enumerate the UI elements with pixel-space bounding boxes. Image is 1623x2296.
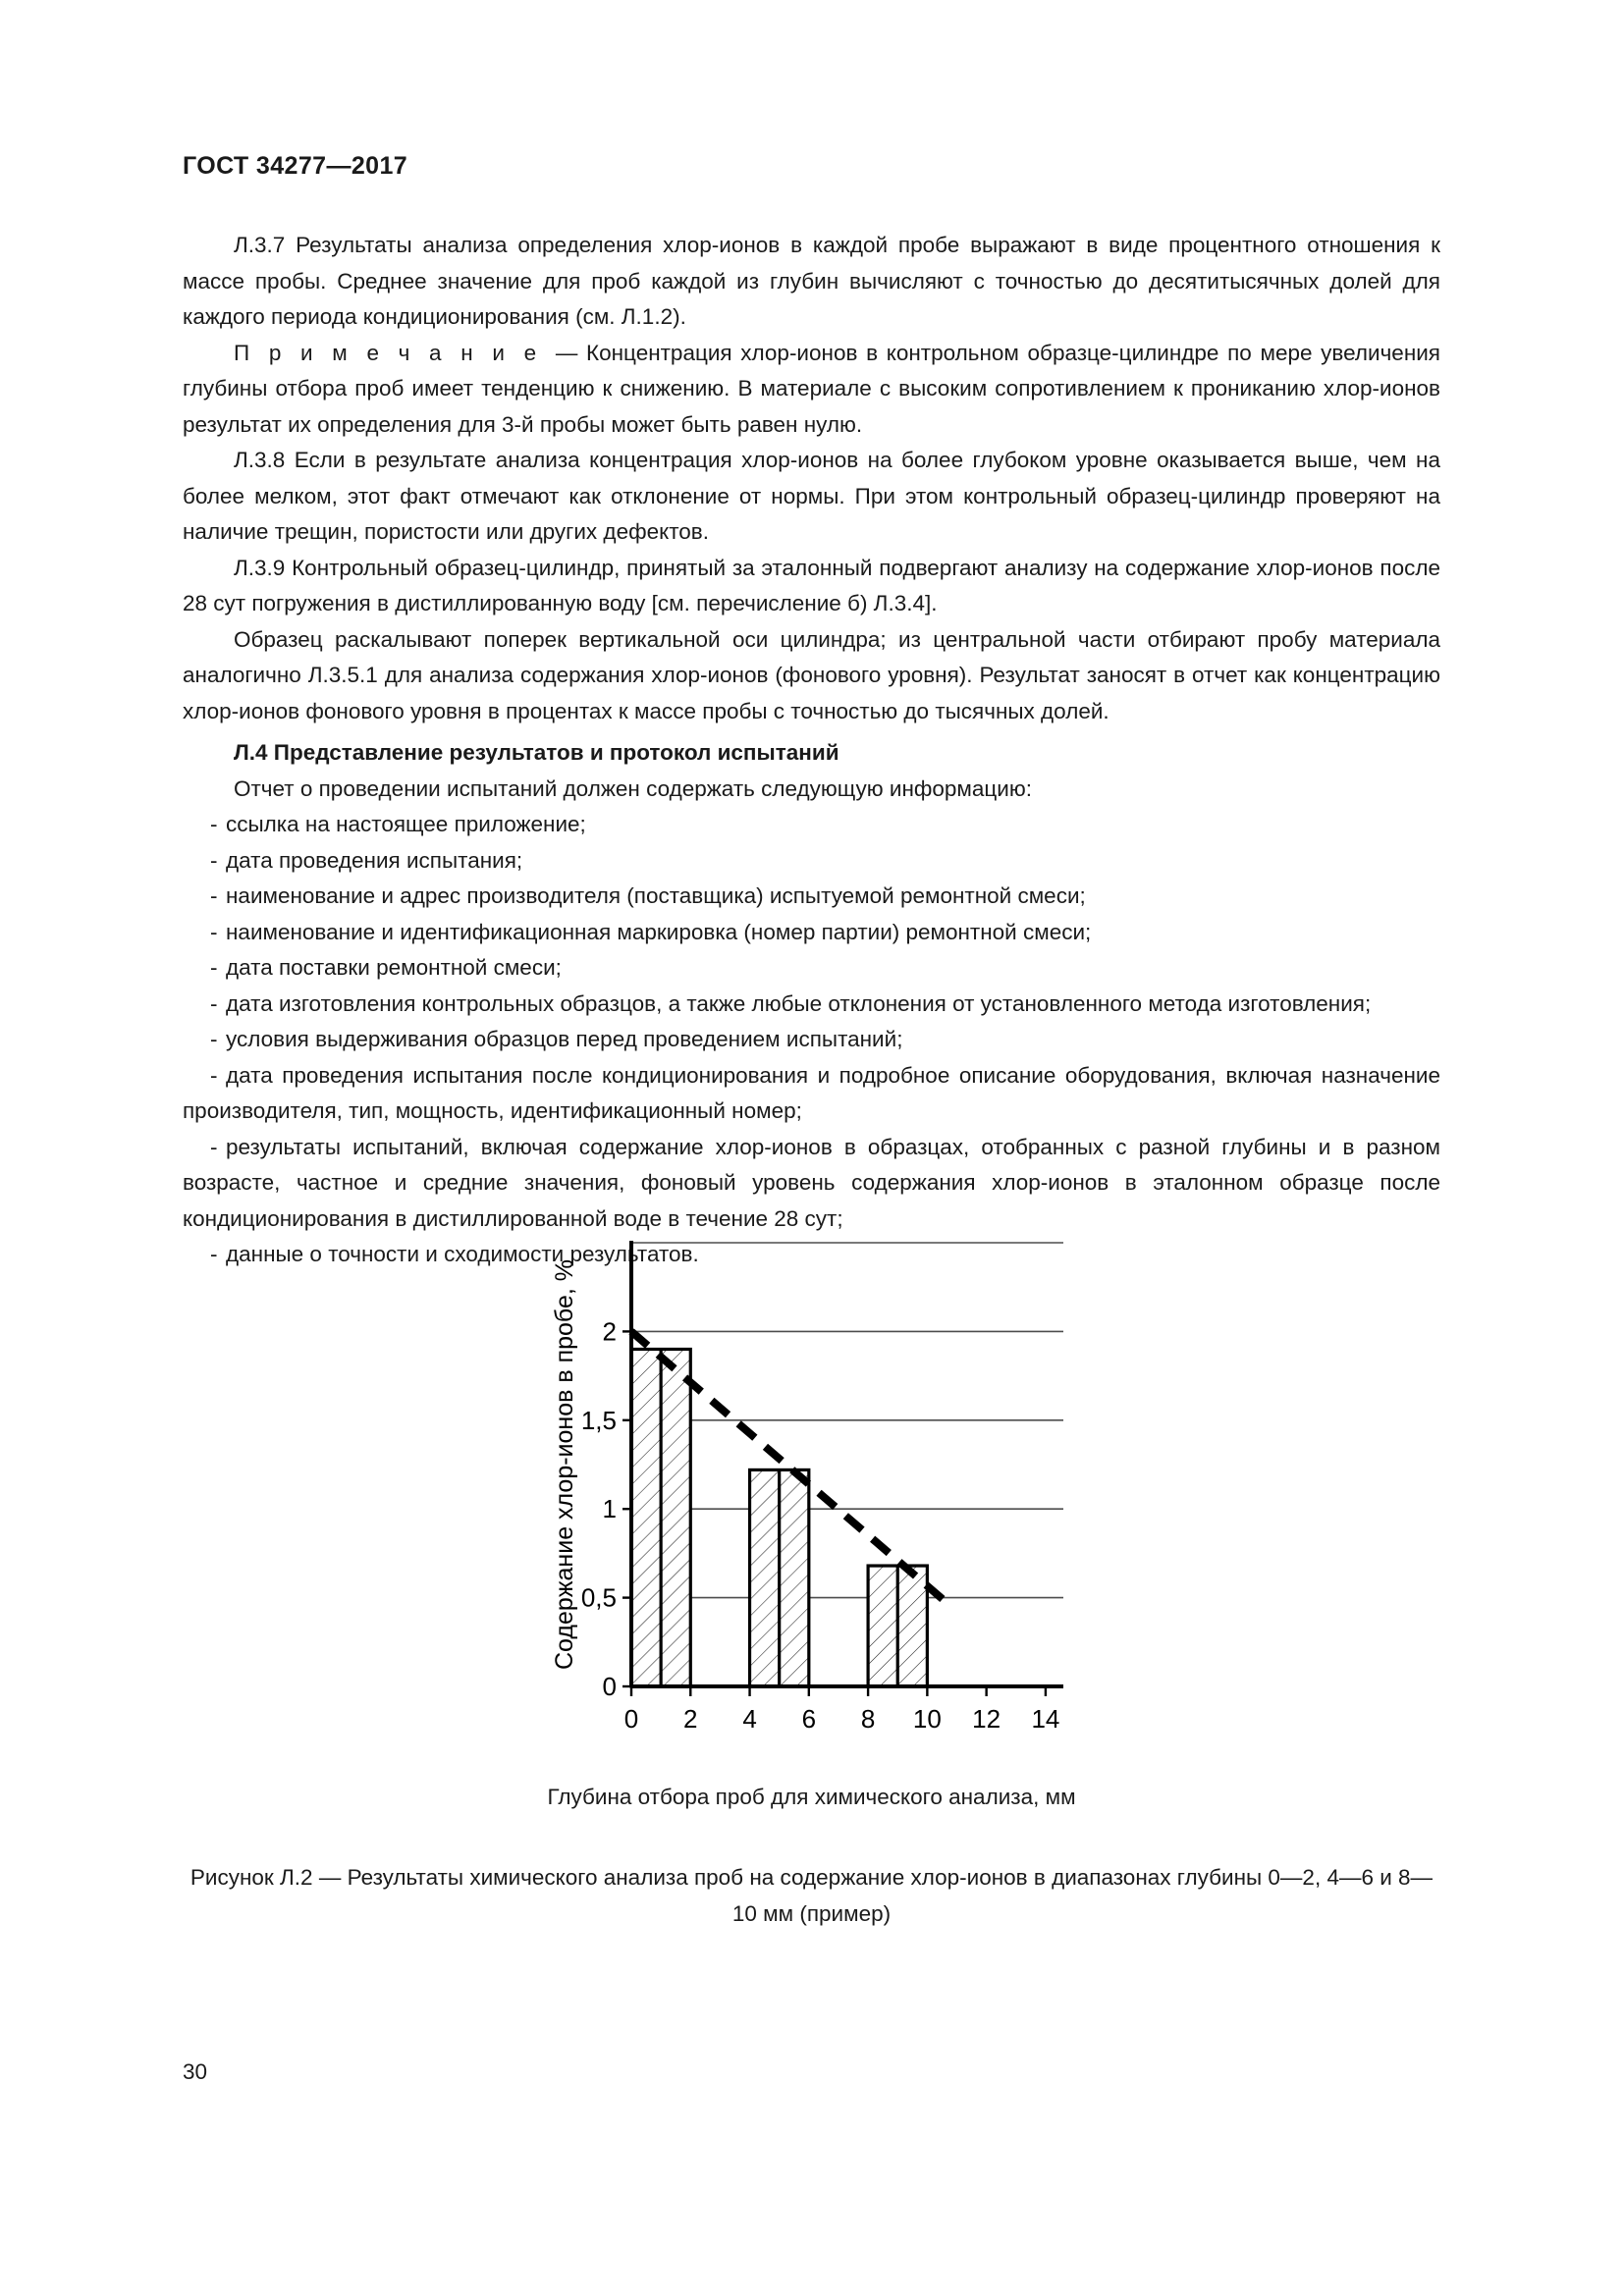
paragraph-note [183, 336, 1440, 444]
bullet-marker-icon: - [210, 1134, 218, 1159]
bullet-marker-icon: - [210, 1242, 218, 1266]
paragraph-sample-splitting: Образец раскалывают поперек вертикальной оси цилиндра; из центральной части отбирают пробу материала аналогично Л.3.5.1 для анализа содержания хлор-ионов (фонового уровня). Результат заносят в отчет как концентрацию хлор-ионов фонового уровня в процентах к массе пробы с точностью до тысячных долей. [183, 626, 1440, 723]
chart-y-axis-title: Содержание хлор-ионов в пробе, % [550, 1259, 578, 1670]
bullet-marker-icon: - [210, 812, 218, 836]
list-item-label: условия выдерживания образцов перед проведением испытаний; [226, 1027, 903, 1051]
report-contents-list [183, 807, 1440, 1273]
chart-x-tick-label: 10 [912, 1704, 942, 1734]
list-item-label: дата изготовления контрольных образцов, а также любые отклонения от установленного метода изготовления; [226, 990, 1372, 1016]
note-text: — Концентрация хлор-ионов в контрольном образце-цилиндре по мере увеличения глубины отбора проб имеет тенденцию к снижению. В материале с высоким сопротивлением к прониканию хлор-ионов результат их определения для 3-й пробы может быть равен нулю. [183, 340, 1440, 437]
list-item [183, 1058, 1440, 1130]
list-item-label: дата проведения испытания; [226, 847, 523, 873]
paragraph-report-intro: Отчет о проведении испытаний должен содержать следующую информацию: [234, 775, 1032, 801]
bullet-marker-icon: - [210, 919, 218, 944]
chart-y-tick-label: 1 [602, 1494, 617, 1524]
bullet-marker-icon: - [210, 883, 218, 908]
list-item-label: наименование и адрес производителя (поставщика) испытуемой ремонтной смеси; [226, 883, 1086, 908]
chart-x-axis-title: Глубина отбора проб для химического анализа, мм [547, 1785, 1076, 1809]
note-label: П р и м е ч а н и е [234, 340, 556, 365]
list-item [183, 1022, 1440, 1058]
bullet-marker-icon: - [210, 955, 218, 980]
figure-caption: Рисунок Л.2 — Результаты химического анализа проб на содержание хлор-ионов в диапазонах глубины 0—2, 4—6 и 8—10 мм (пример) [189, 1865, 1434, 1926]
chart-area [537, 1229, 1087, 1779]
bullet-marker-icon: - [210, 1062, 218, 1088]
list-item [183, 915, 1440, 951]
list-item [183, 879, 1440, 915]
list-item-label: дата поставки ремонтной смеси; [226, 955, 562, 980]
figure-l-2 [0, 1229, 1623, 1810]
list-item [183, 843, 1440, 880]
document-body [183, 228, 1440, 1273]
paragraph-l-3-7: Л.3.7 Результаты анализа определения хлор-ионов в каждой пробе выражают в виде процентного отношения к массе пробы. Среднее значение для проб каждой из глубин вычисляют с точностью до десятитысячных долей для каждого периода кондиционирования (см. Л.1.2). [183, 233, 1440, 329]
page-header-standard-number: ГОСТ 34277—2017 [183, 152, 408, 180]
bullet-marker-icon: - [210, 1027, 218, 1051]
list-item-label: наименование и идентификационная маркировка (номер партии) ремонтной смеси; [226, 919, 1092, 944]
chart-x-tick-label: 6 [801, 1704, 816, 1734]
list-item-label: дата проведения испытания после кондиционирования и подробное описание оборудования, включая назначение производителя, тип, мощность, идентификационный номер; [183, 1062, 1440, 1123]
chart-y-tick-label: 2 [602, 1316, 617, 1347]
chart-x-tick-label: 8 [860, 1704, 875, 1734]
list-item-label: результаты испытаний, включая содержание хлор-ионов в образцах, отобранных с разной глубины и в разном возрасте, частное и средние значения, фоновый уровень содержания хлор-ионов в эталонном образце после кондиционирования в дистиллированной воде в течение 28 сут; [183, 1134, 1440, 1231]
chart-x-tick-label: 12 [971, 1704, 1001, 1734]
list-item-label: ссылка на настоящее приложение; [226, 812, 586, 836]
chart-y-tick-label: 0,5 [580, 1582, 617, 1613]
heading-l-4: Л.4 Представление результатов и протокол испытаний [234, 740, 839, 765]
list-item [183, 1130, 1440, 1238]
bullet-marker-icon: - [210, 847, 218, 873]
paragraph-l-3-9: Л.3.9 Контрольный образец-цилиндр, принятый за эталонный подвергают анализу на содержание хлор-ионов после 28 сут погружения в дистиллированную воду [см. перечисление б) Л.3.4]. [183, 555, 1440, 615]
paragraph-l-3-8: Л.3.8 Если в результате анализа концентрация хлор-ионов на более глубоком уровне оказывается выше, чем на более мелком, этот факт отмечают как отклонение от нормы. При этом контрольный образец-цилиндр проверяют на наличие трещин, пористости или других дефектов. [183, 448, 1440, 544]
chart-y-tick-label: 0 [602, 1672, 617, 1701]
chart-x-tick-label: 14 [1030, 1704, 1059, 1734]
chart-x-tick-label: 4 [741, 1704, 757, 1734]
chart-x-tick-label: 2 [682, 1704, 698, 1734]
list-item [183, 950, 1440, 987]
bullet-marker-icon: - [210, 990, 218, 1016]
list-item-label: данные о точности и сходимости результатов. [226, 1242, 699, 1266]
bar-chart-svg [537, 1229, 1087, 1779]
list-item [183, 807, 1440, 843]
chart-y-tick-label: 1,5 [580, 1405, 617, 1435]
chart-x-tick-label: 0 [623, 1704, 638, 1734]
page-number: 30 [183, 2059, 208, 2084]
list-item [183, 987, 1440, 1023]
